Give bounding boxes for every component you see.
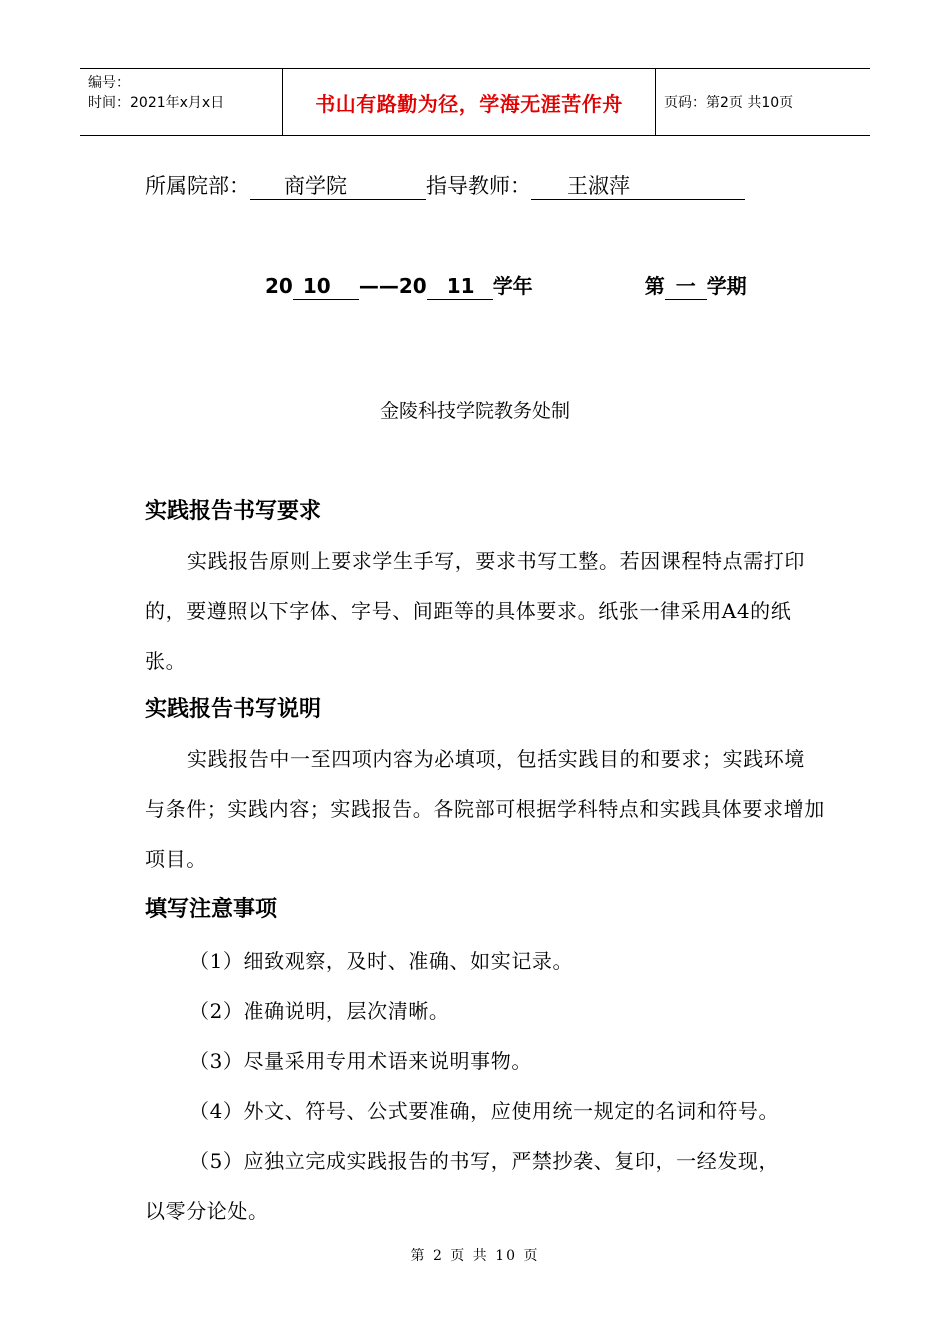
header-page-info: 页码：第2页 共10页 <box>664 95 794 111</box>
list-item: （4）外文、符号、公式要准确，应使用统一规定的名词和符号。 <box>189 1099 780 1123</box>
document-number: 编号： <box>88 75 130 91</box>
dept-value: 商学院 <box>250 173 426 200</box>
section-title-writing-instructions: 实践报告书写说明 <box>145 697 322 722</box>
list-item-continuation: 以零分论处。 <box>145 1199 269 1223</box>
header-meta <box>80 69 282 135</box>
issuer-line: 金陵科技学院教务处制 <box>379 400 570 422</box>
document-time: 时间：2021年x月x日 <box>88 95 225 111</box>
report-requirements <box>145 488 825 1236</box>
teacher-label: 指导教师： <box>426 174 531 198</box>
teacher-value: 王淑萍 <box>531 173 745 200</box>
header-motto: 书山有路勤为径，学海无涯苦作舟 <box>282 69 656 135</box>
section-title-notes: 填写注意事项 <box>145 897 278 922</box>
list-item: （1）细致观察，及时、准确、如实记录。 <box>189 949 574 973</box>
term-suffix: 学期 <box>706 274 747 298</box>
year-prefix: 20 <box>265 274 293 298</box>
dept-label: 所属院部： <box>145 174 250 198</box>
department-teacher-row <box>145 170 745 200</box>
section-body-writing-requirements: 实践报告原则上要求学生手写，要求书写工整。若因课程特点需打印的，要遵照以下字体、字号、间距等的具体要求。纸张一律采用A4的纸张。 <box>145 549 805 673</box>
section-body-writing-instructions: 实践报告中一至四项内容为必填项，包括实践目的和要求；实践环境与条件；实践内容；实践报告。各院部可根据学科特点和实践具体要求增加项目。 <box>145 747 825 871</box>
year-suffix: 学年 <box>492 274 533 298</box>
section-title-writing-requirements: 实践报告书写要求 <box>145 499 322 524</box>
list-item: （5）应独立完成实践报告的书写，严禁抄袭、复印，一经发现， <box>189 1149 780 1173</box>
start-year: 10 <box>293 273 359 300</box>
year-dash: ——20 <box>358 274 427 298</box>
page-footer: 第 2 页 共 10 页 <box>410 1248 540 1264</box>
term-prefix: 第 <box>644 274 665 298</box>
page-header <box>80 68 870 136</box>
list-item: （3）尽量采用专用术语来说明事物。 <box>189 1049 532 1073</box>
end-year: 11 <box>427 273 493 300</box>
academic-term-row <box>265 270 747 300</box>
list-item: （2）准确说明，层次清晰。 <box>189 999 450 1023</box>
term-value: 一 <box>665 273 707 300</box>
